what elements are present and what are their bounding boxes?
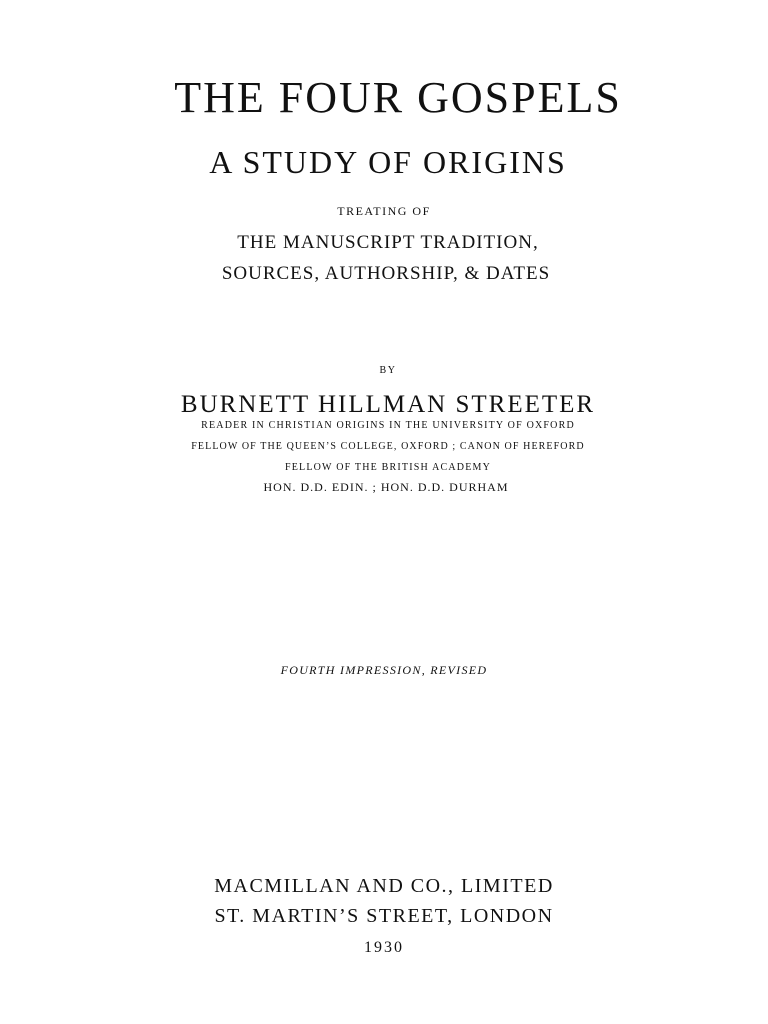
author-credential: FELLOW OF THE QUEEN’S COLLEGE, OXFORD ; CANON OF HEREFORD bbox=[191, 441, 585, 452]
author-name: BURNETT HILLMAN STREETER bbox=[180, 391, 596, 418]
publisher-name: MACMILLAN AND CO., LIMITED bbox=[214, 875, 554, 897]
author-credential: READER IN CHRISTIAN ORIGINS IN THE UNIVERSITY OF OXFORD bbox=[201, 420, 575, 431]
topics-line-1: THE MANUSCRIPT TRADITION, bbox=[237, 232, 539, 253]
publisher-address: ST. MARTIN’S STREET, LONDON bbox=[214, 905, 554, 927]
author-credential: HON. D.D. EDIN. ; HON. D.D. DURHAM bbox=[263, 480, 509, 494]
topics-line-2: SOURCES, AUTHORSHIP, & DATES bbox=[221, 263, 551, 284]
author-credential: FELLOW OF THE BRITISH ACADEMY bbox=[284, 462, 492, 473]
publication-year: 1930 bbox=[364, 939, 404, 956]
book-title: THE FOUR GOSPELS bbox=[174, 73, 622, 122]
by-label: BY bbox=[379, 365, 397, 376]
treating-of-label: TREATING OF bbox=[337, 204, 431, 218]
book-subtitle: A STUDY OF ORIGINS bbox=[209, 144, 567, 180]
impression-note: FOURTH IMPRESSION, REVISED bbox=[280, 663, 488, 677]
